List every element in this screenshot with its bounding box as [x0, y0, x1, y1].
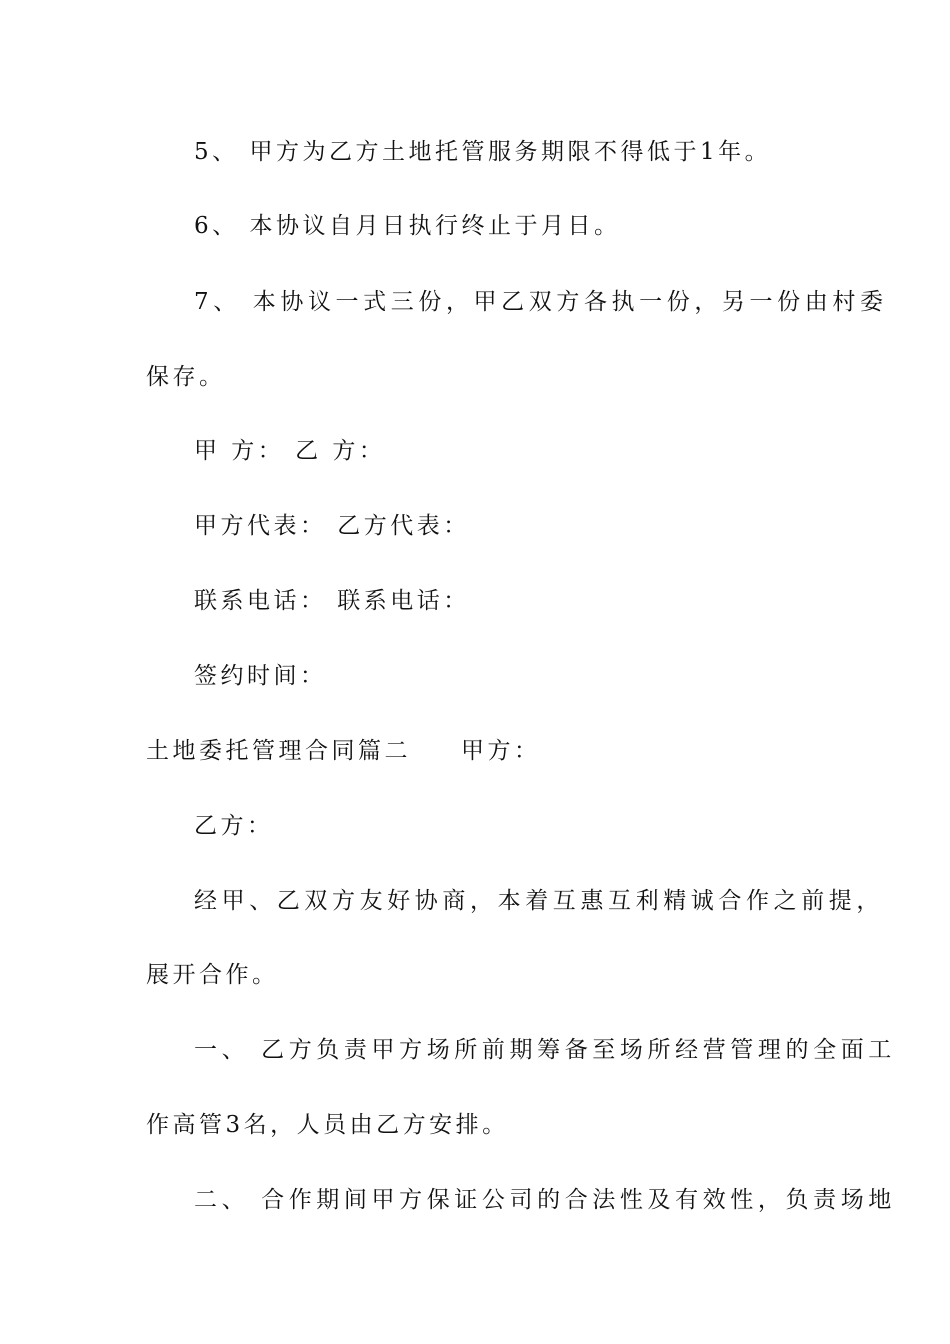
article-1-continuation: 作高管3名，人员由乙方安排。 — [146, 1112, 509, 1138]
article-2: 二、 合作期间甲方保证公司的合法性及有效性，负责场地 — [194, 1187, 896, 1213]
party-line: 甲 方： 乙 方： — [194, 438, 386, 464]
intro-continuation: 展开合作。 — [146, 962, 279, 988]
party-a-label: 甲方： — [461, 738, 541, 764]
phone-line: 联系电话： 联系电话： — [194, 588, 470, 614]
clause-6: 6、 本协议自月日执行终止于月日。 — [194, 213, 621, 239]
article-1: 一、 乙方负责甲方场所前期筹备至场所经营管理的全面工 — [194, 1037, 896, 1063]
clause-7: 7、 本协议一式三份，甲乙双方各执一份，另一份由村委 — [194, 289, 888, 315]
intro-paragraph: 经甲、乙双方友好协商，本着互惠互利精诚合作之前提， — [194, 888, 884, 914]
section-title: 土地委托管理合同篇二 — [146, 738, 411, 764]
party-b-label: 乙方： — [194, 813, 274, 839]
clause-5: 5、 甲方为乙方土地托管服务期限不得低于1年。 — [194, 139, 772, 165]
signing-time-line: 签约时间： — [194, 663, 327, 689]
representative-line: 甲方代表： 乙方代表： — [194, 513, 470, 539]
section-title-line — [146, 734, 816, 768]
clause-7-continuation: 保存。 — [146, 364, 226, 390]
